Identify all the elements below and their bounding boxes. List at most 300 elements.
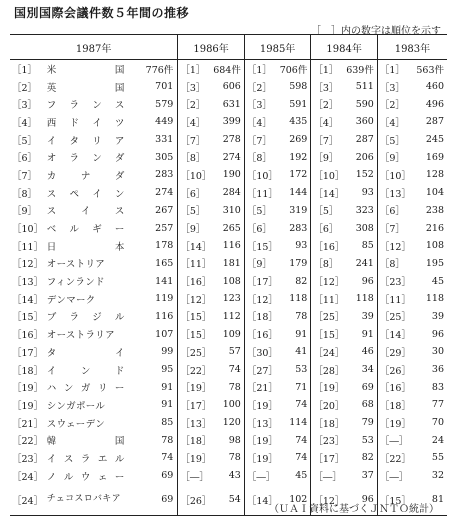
- value-1985: 172: [289, 169, 308, 181]
- value-1983: 563件: [416, 64, 444, 76]
- rank-1987: ［24］: [10, 485, 45, 516]
- value-1986: 78: [228, 452, 241, 464]
- value-1986: 181: [222, 257, 241, 269]
- value-1985: 41: [295, 346, 308, 358]
- value-1985: 114: [289, 417, 308, 429]
- value-1987: 107: [155, 328, 174, 340]
- rank-1984: ［19］: [311, 378, 344, 396]
- rank-1984: ［6］: [311, 219, 344, 237]
- rank-1984: ［5］: [311, 202, 344, 220]
- value-1986: 190: [222, 169, 241, 181]
- rank-1986: ［9］: [178, 219, 211, 237]
- country-name: カ ナ ダ: [46, 170, 125, 182]
- value-1986: 274: [222, 151, 241, 163]
- rank-1983: ［22］: [377, 449, 410, 467]
- value-1986: 54: [211, 485, 245, 516]
- rank-1984: ［14］: [311, 184, 344, 202]
- rank-1986: ［8］: [178, 148, 211, 166]
- rank-1983: ［16］: [377, 378, 410, 396]
- rank-1985: ［10］: [244, 166, 277, 184]
- rank-1983: ［2］: [377, 95, 410, 113]
- rank-1985: ［19］: [244, 431, 277, 449]
- header-1985: 1985年: [244, 35, 311, 60]
- rank-1984: ［10］: [311, 166, 344, 184]
- value-1986: 109: [222, 328, 241, 340]
- value-1985: 179: [289, 257, 308, 269]
- rank-1986: ［19］: [178, 378, 211, 396]
- rank-1985: ［2］: [244, 78, 277, 96]
- rank-1986: ［19］: [178, 449, 211, 467]
- table-row: [10, 272, 447, 290]
- table-row: [10, 131, 447, 149]
- value-1987: 449: [155, 116, 174, 128]
- value-1983: 128: [425, 169, 444, 181]
- header-1986: 1986年: [178, 35, 245, 60]
- rank-1987: ［10］: [12, 224, 44, 236]
- rank-1984: ［2］: [311, 95, 344, 113]
- rank-1987: ［24］: [12, 471, 44, 483]
- value-1987: 257: [155, 222, 174, 234]
- value-1985: 118: [289, 293, 308, 305]
- rank-1987: ［22］: [12, 436, 44, 448]
- value-1987: 91: [161, 381, 174, 393]
- rank-1987: ［12］: [12, 259, 44, 271]
- rank-1987: ［2］: [12, 82, 38, 94]
- value-1984: 46: [361, 346, 374, 358]
- value-1987: 116: [155, 310, 174, 322]
- conference-table: [10, 34, 447, 516]
- value-1983: 460: [425, 81, 444, 93]
- table-row: [10, 325, 447, 343]
- rank-1984: ［17］: [311, 449, 344, 467]
- table-row: [10, 343, 447, 361]
- table-row: [10, 113, 447, 131]
- country-name: デンマーク: [46, 294, 96, 306]
- rank-1985: ［30］: [244, 343, 277, 361]
- rank-1986: ［4］: [178, 113, 211, 131]
- rank-1987: ［1］: [12, 64, 38, 76]
- value-1985: 74: [295, 452, 308, 464]
- value-1983: 70: [431, 417, 444, 429]
- value-1986: 310: [222, 204, 241, 216]
- rank-1983: ［26］: [377, 361, 410, 379]
- table-row: [10, 431, 447, 449]
- rank-1983: ［14］: [377, 325, 410, 343]
- table-row: [10, 78, 447, 96]
- rank-1987: ［16］: [12, 330, 44, 342]
- value-1987: 141: [155, 275, 174, 287]
- rank-1983: ［1］: [377, 60, 410, 78]
- rank-1986: ［26］: [178, 485, 211, 516]
- rank-1983: ［7］: [377, 219, 410, 237]
- value-1983: 169: [425, 151, 444, 163]
- rank-1985: ［7］: [244, 131, 277, 149]
- rank-1983: ［23］: [377, 272, 410, 290]
- value-1984: 91: [361, 328, 374, 340]
- value-1984: 93: [361, 187, 374, 199]
- header-1987: 1987年: [10, 35, 178, 60]
- rank-1986: ［15］: [178, 325, 211, 343]
- rank-1983: ［8］: [377, 255, 410, 273]
- value-1987: 69: [131, 485, 178, 516]
- country-name: ス イ ス: [46, 206, 125, 218]
- value-1983: 55: [431, 452, 444, 464]
- value-1987: 69: [161, 470, 174, 482]
- rank-1985: ［17］: [244, 272, 277, 290]
- rank-1985: ［8］: [244, 148, 277, 166]
- value-1985: 91: [295, 328, 308, 340]
- value-1985: 144: [289, 187, 308, 199]
- value-1984: 37: [361, 470, 374, 482]
- value-1986: 74: [228, 364, 241, 376]
- value-1985: 591: [289, 98, 308, 110]
- country-name: 日 本: [46, 241, 125, 253]
- rank-1985: ［5］: [244, 202, 277, 220]
- rank-1985: ［15］: [244, 237, 277, 255]
- rank-1983: ［19］: [377, 414, 410, 432]
- rank-1985: ［9］: [244, 255, 277, 273]
- table-row: [10, 361, 447, 379]
- value-1983: 104: [425, 187, 444, 199]
- rank-1986: ［13］: [178, 414, 211, 432]
- value-1986: 123: [222, 293, 241, 305]
- value-1987: 119: [155, 293, 174, 305]
- rank-note: ［ ］内の数字は順位を示す: [311, 26, 441, 37]
- value-1986: 116: [222, 240, 241, 252]
- rank-1983: ［15］: [377, 485, 410, 516]
- rank-1987: ［11］: [12, 241, 44, 253]
- value-1986: 631: [222, 98, 241, 110]
- country-name: イ タ リ ア: [46, 135, 125, 147]
- rank-1983: ［18］: [377, 396, 410, 414]
- rank-1986: ［22］: [178, 361, 211, 379]
- value-1985: 78: [295, 310, 308, 322]
- rank-1984: ［16］: [311, 237, 344, 255]
- rank-1986: ［1］: [178, 60, 211, 78]
- rank-1986: ［14］: [178, 237, 211, 255]
- value-1986: 284: [222, 187, 241, 199]
- rank-1983: ［―］: [377, 431, 410, 449]
- country-name: オ ラ ン ダ: [46, 153, 125, 165]
- rank-1985: ［14］: [244, 485, 277, 516]
- value-1986: 278: [222, 134, 241, 146]
- value-1985: 706件: [279, 64, 308, 76]
- rank-1985: ［6］: [244, 219, 277, 237]
- value-1984: 85: [361, 240, 374, 252]
- value-1986: 399: [222, 116, 241, 128]
- value-1985: 319: [289, 204, 308, 216]
- value-1984: 287: [355, 134, 374, 146]
- value-1984: 79: [361, 417, 374, 429]
- table-row: [10, 308, 447, 326]
- value-1986: 43: [228, 470, 241, 482]
- country-name: オーストリア: [46, 259, 106, 271]
- value-1986: 98: [228, 434, 241, 446]
- value-1983: 496: [425, 98, 444, 110]
- country-name: ベ ル ギ ー: [46, 224, 125, 236]
- table-row: [10, 60, 447, 78]
- rank-1987: ［23］: [12, 453, 44, 465]
- value-1987: 331: [155, 134, 174, 146]
- rank-1984: ［1］: [311, 60, 344, 78]
- value-1983: 96: [431, 328, 444, 340]
- value-1984: 360: [355, 116, 374, 128]
- rank-1987: ［18］: [12, 365, 44, 377]
- value-1984: 323: [355, 204, 374, 216]
- rank-1986: ［10］: [178, 166, 211, 184]
- rank-1983: ［12］: [377, 237, 410, 255]
- value-1987: 91: [161, 399, 174, 411]
- country-name: イ ン ド: [46, 365, 125, 377]
- value-1985: 598: [289, 81, 308, 93]
- rank-1987: ［13］: [12, 277, 44, 289]
- value-1984: 39: [361, 310, 374, 322]
- rank-1986: ［25］: [178, 343, 211, 361]
- rank-1987: ［19］: [12, 383, 44, 395]
- rank-1984: ［8］: [311, 255, 344, 273]
- rank-1984: ［25］: [311, 308, 344, 326]
- rank-1984: ［15］: [311, 325, 344, 343]
- rank-1983: ［4］: [377, 113, 410, 131]
- value-1986: 112: [222, 310, 241, 322]
- rank-1987: ［17］: [12, 347, 44, 359]
- table-row: [10, 219, 447, 237]
- value-1983: 24: [431, 434, 444, 446]
- rank-1986: ［5］: [178, 202, 211, 220]
- rank-1984: ［12］: [311, 485, 344, 516]
- rank-1983: ［9］: [377, 148, 410, 166]
- rank-1987: ［14］: [12, 294, 44, 306]
- value-1983: 36: [431, 364, 444, 376]
- table-row: [10, 290, 447, 308]
- value-1987: 78: [161, 434, 174, 446]
- value-1984: 639件: [346, 64, 374, 76]
- table-row: [10, 255, 447, 273]
- table-row: [10, 166, 447, 184]
- rank-1985: ［―］: [244, 467, 277, 485]
- value-1984: 241: [355, 257, 374, 269]
- country-name: フィンランド: [46, 277, 105, 289]
- value-1986: 100: [222, 399, 241, 411]
- value-1985: 269: [289, 134, 308, 146]
- value-1983: 77: [431, 399, 444, 411]
- table-row: [10, 414, 447, 432]
- value-1985: 82: [295, 275, 308, 287]
- value-1983: 30: [431, 346, 444, 358]
- rank-1986: ［18］: [178, 431, 211, 449]
- value-1987: 283: [155, 169, 174, 181]
- rank-1987: ［9］: [12, 206, 38, 218]
- country-name: スウェーデン: [46, 418, 106, 430]
- value-1986: 108: [222, 275, 241, 287]
- rank-1985: ［27］: [244, 361, 277, 379]
- rank-1987: ［3］: [12, 100, 38, 112]
- value-1986: 684件: [213, 64, 241, 76]
- rank-1985: ［13］: [244, 414, 277, 432]
- table-row: [10, 202, 447, 220]
- table-row: [10, 237, 447, 255]
- value-1984: 34: [361, 364, 374, 376]
- value-1986: 78: [228, 381, 241, 393]
- value-1983: 118: [425, 293, 444, 305]
- rank-1985: ［3］: [244, 95, 277, 113]
- rank-1983: ［29］: [377, 343, 410, 361]
- country-name: ノ ル ウ ェ ー: [46, 471, 125, 483]
- value-1983: 245: [425, 134, 444, 146]
- rank-1985: ［12］: [244, 290, 277, 308]
- rank-1986: ［16］: [178, 272, 211, 290]
- rank-1985: ［21］: [244, 378, 277, 396]
- value-1986: 606: [222, 81, 241, 93]
- value-1984: 69: [361, 381, 374, 393]
- rank-1986: ［15］: [178, 308, 211, 326]
- value-1985: 74: [295, 399, 308, 411]
- table-row: [10, 396, 447, 414]
- header-1984: 1984年: [311, 35, 378, 60]
- rank-1984: ［24］: [311, 343, 344, 361]
- value-1985: 45: [295, 470, 308, 482]
- value-1987: 579: [155, 98, 174, 110]
- rank-1986: ［11］: [178, 255, 211, 273]
- value-1984: 511: [355, 81, 374, 93]
- rank-1987: ［19］: [12, 400, 44, 412]
- value-1984: 68: [361, 399, 374, 411]
- value-1986: 120: [222, 417, 241, 429]
- value-1983: 32: [431, 470, 444, 482]
- header-row: [10, 35, 447, 60]
- value-1984: 118: [355, 293, 374, 305]
- rank-1984: ［20］: [311, 396, 344, 414]
- value-1987: 267: [155, 204, 174, 216]
- country-name: タ イ: [46, 347, 125, 359]
- value-1983: 45: [431, 275, 444, 287]
- country-name: 西 ド イ ツ: [46, 117, 125, 129]
- rank-1983: ［13］: [377, 184, 410, 202]
- rank-1983: ［5］: [377, 131, 410, 149]
- rank-1984: ［9］: [311, 148, 344, 166]
- rank-1986: ［12］: [178, 290, 211, 308]
- rank-1984: ［28］: [311, 361, 344, 379]
- rank-1984: ［23］: [311, 431, 344, 449]
- value-1983: 81: [410, 485, 447, 516]
- value-1985: 74: [295, 434, 308, 446]
- rank-1986: ［2］: [178, 95, 211, 113]
- rank-1987: ［8］: [12, 188, 38, 200]
- country-name: 韓 国: [46, 436, 125, 448]
- value-1985: 102: [277, 485, 311, 516]
- value-1987: 305: [155, 151, 174, 163]
- rank-1987: ［5］: [12, 135, 38, 147]
- rank-1985: ［18］: [244, 308, 277, 326]
- value-1983: 216: [425, 222, 444, 234]
- rank-1985: ［4］: [244, 113, 277, 131]
- rank-1983: ［6］: [377, 202, 410, 220]
- value-1987: 274: [155, 187, 174, 199]
- country-name: 米 国: [46, 64, 125, 76]
- rank-1986: ［―］: [178, 467, 211, 485]
- table-row: [10, 95, 447, 113]
- rank-1984: ［7］: [311, 131, 344, 149]
- country-name: オーストラリア: [46, 330, 115, 342]
- header-1983: 1983年: [377, 35, 447, 60]
- rank-1983: ［25］: [377, 308, 410, 326]
- table-row: [10, 148, 447, 166]
- rank-1985: ［1］: [244, 60, 277, 78]
- country-name: ハ ン ガ リ ー: [46, 383, 125, 395]
- rank-1984: ［―］: [311, 467, 344, 485]
- country-name: イ ス ラ エ ル: [46, 453, 125, 465]
- value-1985: 71: [295, 381, 308, 393]
- table-row: [10, 467, 447, 485]
- country-name: チェコスロバキア: [45, 485, 131, 516]
- value-1987: 85: [161, 417, 174, 429]
- source-note: （ＵＡＩ資料に基づくＪＮＴＯ統計）: [269, 504, 439, 515]
- value-1987: 701: [155, 81, 174, 93]
- rank-1983: ［10］: [377, 166, 410, 184]
- table-title: 国別国際会議件数５年間の推移: [14, 6, 190, 20]
- rank-1983: ［11］: [377, 290, 410, 308]
- value-1984: 82: [361, 452, 374, 464]
- value-1985: 283: [289, 222, 308, 234]
- value-1987: 95: [161, 364, 174, 376]
- value-1987: 178: [155, 240, 174, 252]
- value-1983: 195: [425, 257, 444, 269]
- country-name: フ ラ ン ス: [46, 100, 125, 112]
- value-1984: 206: [355, 151, 374, 163]
- value-1987: 165: [155, 257, 174, 269]
- country-name: ブ ラ ジ ル: [46, 312, 125, 324]
- rank-1986: ［17］: [178, 396, 211, 414]
- value-1987: 74: [161, 452, 174, 464]
- value-1985: 435: [289, 116, 308, 128]
- rank-1987: ［6］: [12, 153, 38, 165]
- value-1983: 83: [431, 381, 444, 393]
- rank-1986: ［3］: [178, 78, 211, 96]
- value-1986: 265: [222, 222, 241, 234]
- country-name: 英 国: [46, 82, 125, 94]
- table-row: [10, 378, 447, 396]
- value-1983: 287: [425, 116, 444, 128]
- country-name: ス ペ イ ン: [46, 188, 125, 200]
- rank-1984: ［12］: [311, 272, 344, 290]
- rank-1987: ［4］: [12, 117, 38, 129]
- rank-1986: ［6］: [178, 184, 211, 202]
- rank-1984: ［11］: [311, 290, 344, 308]
- rank-1984: ［3］: [311, 78, 344, 96]
- value-1984: 308: [355, 222, 374, 234]
- value-1983: 238: [425, 204, 444, 216]
- rank-1985: ［11］: [244, 184, 277, 202]
- rank-1985: ［19］: [244, 396, 277, 414]
- value-1984: 96: [361, 275, 374, 287]
- value-1983: 108: [425, 240, 444, 252]
- rank-1983: ［3］: [377, 78, 410, 96]
- rank-1985: ［16］: [244, 325, 277, 343]
- value-1983: 39: [431, 310, 444, 322]
- table-row: [10, 449, 447, 467]
- country-name: シンガポール: [46, 400, 106, 412]
- value-1984: 152: [355, 169, 374, 181]
- rank-1983: ［―］: [377, 467, 410, 485]
- value-1985: 192: [289, 151, 308, 163]
- value-1987: 99: [161, 346, 174, 358]
- rank-1987: ［15］: [12, 312, 44, 324]
- rank-1986: ［7］: [178, 131, 211, 149]
- value-1985: 53: [295, 364, 308, 376]
- value-1984: 96: [344, 485, 378, 516]
- value-1984: 590: [355, 98, 374, 110]
- value-1984: 53: [361, 434, 374, 446]
